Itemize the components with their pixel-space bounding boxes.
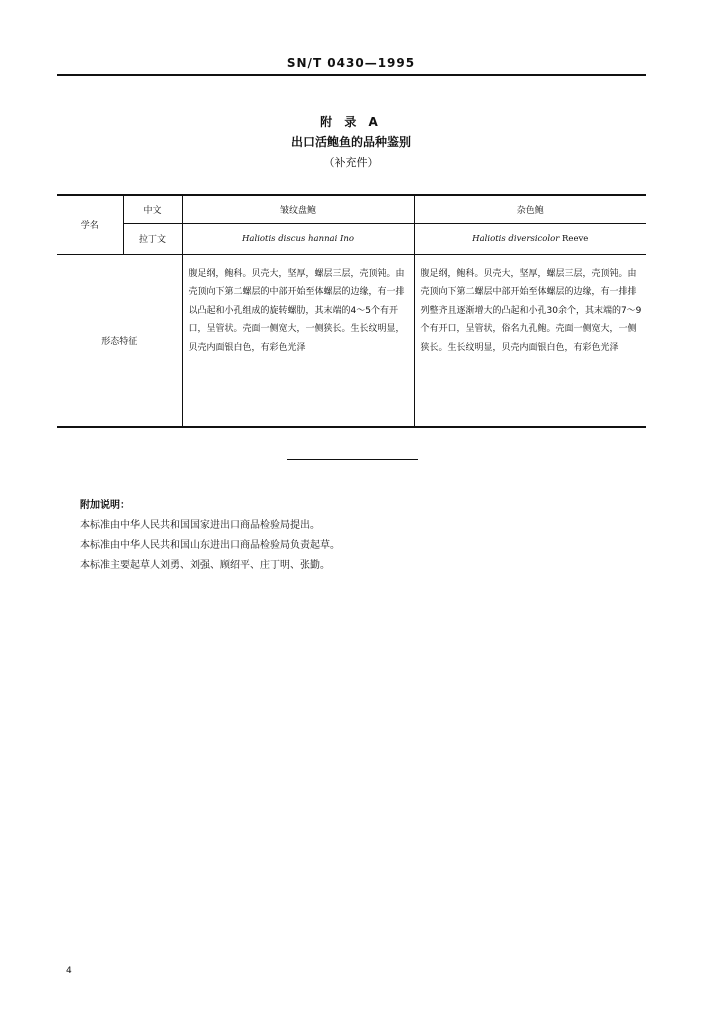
notes-heading: 附加说明：	[80, 500, 130, 511]
table-row-chinese	[57, 195, 646, 223]
appendix-subtitle: （补充件）	[323, 156, 379, 169]
standard-number: SN/T 0430—1995	[286, 56, 416, 70]
species-identification-table	[57, 194, 646, 428]
latin-name-header: 拉丁文	[123, 223, 182, 254]
header-rule	[57, 74, 646, 76]
species-1-description: 腹足纲，鲍科。贝壳大，坚厚，螺层三层，壳顶钝。由壳顶向下第二螺层的中部开始至体螺层的边缘，有一排以凸起和小孔组成的旋转螺肋，其末端的4～5个有开口，呈管状。壳面一侧宽大，一侧狭长。生长纹明显，贝壳内面银白色，有彩色光泽	[182, 254, 414, 427]
chinese-name-header: 中文	[123, 195, 182, 223]
additional-notes	[80, 496, 340, 576]
species-1-latin-name	[182, 223, 414, 254]
page-number: 4	[66, 966, 72, 976]
note-line: 本标准由中华人民共和国国家进出口商品检验局提出。	[80, 520, 320, 531]
table-row-latin	[57, 223, 646, 254]
note-line: 本标准由中华人民共和国山东进出口商品检验局负责起草。	[80, 540, 340, 551]
table-row-morphology	[57, 254, 646, 427]
species-2-latin-genus: Haliotis diversicolor	[472, 233, 560, 244]
species-1-latin-genus: Haliotis discus	[242, 233, 306, 244]
species-1-chinese-name: 皱纹盘鲍	[182, 195, 414, 223]
appendix-label: 附 录 A	[320, 115, 382, 129]
species-2-latin-author: Reeve	[562, 233, 589, 244]
section-divider	[287, 459, 418, 460]
species-2-chinese-name: 杂色鲍	[414, 195, 646, 223]
species-2-description: 腹足纲，鲍科。贝壳大，坚厚，螺层三层，壳顶钝。由壳顶向下第二螺层中部开始至体螺层的边缘，有一排排列整齐且逐渐增大的凸起和小孔30余个，其末端的7～9个有开口，呈管状，俗名九孔鲍。壳面一侧宽大，一侧狭长。生长纹明显，贝壳内面银白色，有彩色光泽	[414, 254, 646, 427]
species-1-latin-author: hannai Ino	[308, 233, 354, 244]
species-2-latin-name	[414, 223, 646, 254]
scientific-name-header: 学名	[57, 195, 123, 254]
note-line: 本标准主要起草人刘勇、刘强、顾绍平、庄丁明、张勤。	[80, 560, 330, 571]
appendix-title: 出口活鲍鱼的品种鉴别	[290, 135, 411, 149]
morphology-header: 形态特征	[57, 254, 182, 427]
